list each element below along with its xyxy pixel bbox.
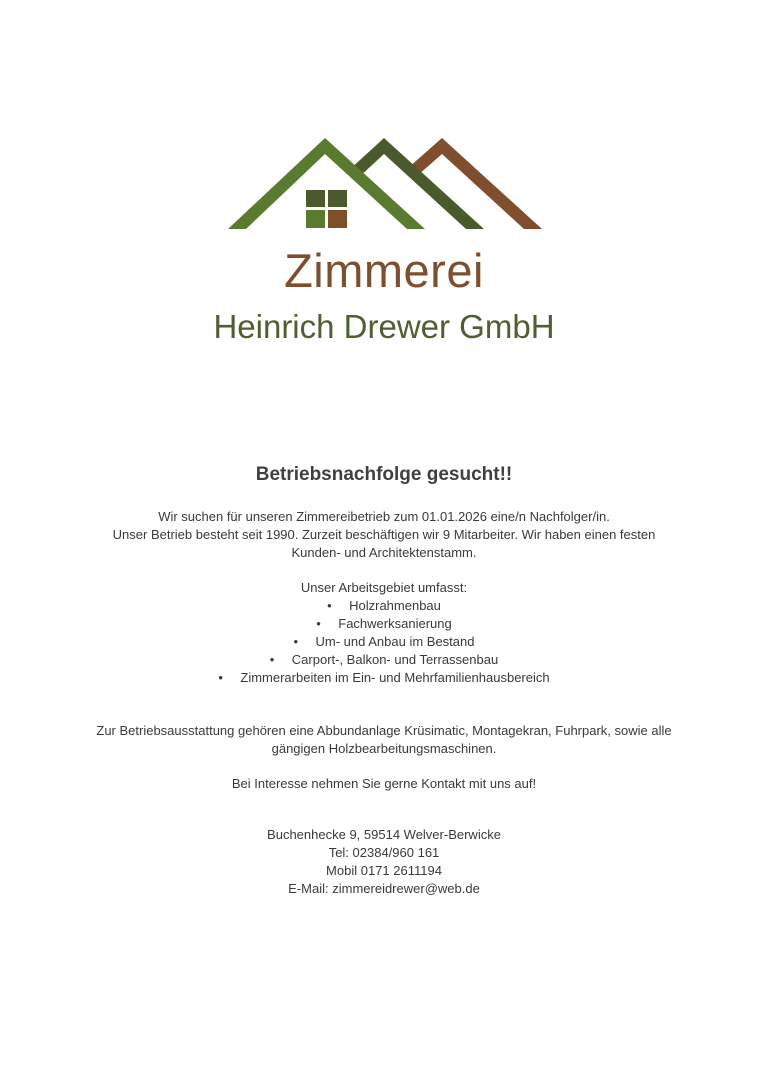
- company-title: Zimmerei: [284, 244, 484, 297]
- contact-email: E-Mail: zimmereidrewer@web.de: [288, 881, 480, 896]
- areas-label: Unser Arbeitsgebiet umfasst:: [300, 580, 468, 595]
- intro-line: Kunden- und Architektenstamm.: [291, 545, 477, 560]
- bullet-icon: •: [327, 598, 332, 613]
- house-roofs-logo: [0, 130, 768, 240]
- contact-mobile: Mobil 0171 2611194: [326, 863, 442, 878]
- window-icon: [306, 190, 347, 228]
- bullet-icon: •: [218, 670, 223, 685]
- intro-line: Unser Betrieb besteht seit 1990. Zurzeit beschäftigen wir 9 Mitarbeiter. Wir haben einen festen: [112, 527, 656, 542]
- company-subtitle: Heinrich Drewer GmbH: [213, 308, 555, 345]
- equipment-line: Zur Betriebsausstattung gehören eine Abbundanlage Krüsimatic, Montagekran, Fuhrpark, sowie alle: [96, 723, 672, 738]
- list-item: • Um- und Anbau im Bestand: [293, 634, 475, 649]
- call-to-action: Bei Interesse nehmen Sie gerne Kontakt mit uns auf!: [231, 776, 537, 791]
- contact-address: Buchenhecke 9, 59514 Welver-Berwicke: [267, 827, 501, 842]
- list-item: • Fachwerksanierung: [316, 616, 452, 631]
- areas-list: [60, 597, 708, 687]
- intro-line: Wir suchen für unseren Zimmereibetrieb zum 01.01.2026 eine/n Nachfolger/in.: [158, 509, 610, 524]
- list-item: • Carport-, Balkon- und Terrassenbau: [269, 652, 499, 667]
- equipment-line: gängigen Holzbearbeitungsmaschinen.: [271, 741, 497, 756]
- bullet-icon: •: [269, 652, 275, 667]
- bullet-icon: •: [293, 634, 299, 649]
- list-item: • Zimmerarbeiten im Ein- und Mehrfamilienhausbereich: [218, 670, 550, 685]
- ad-heading: Betriebsnachfolge gesucht!!: [255, 464, 513, 485]
- list-item: • Holzrahmenbau: [327, 598, 441, 613]
- contact-phone: Tel: 02384/960 161: [328, 845, 440, 860]
- bullet-icon: •: [316, 616, 321, 631]
- ad-content: [60, 462, 708, 898]
